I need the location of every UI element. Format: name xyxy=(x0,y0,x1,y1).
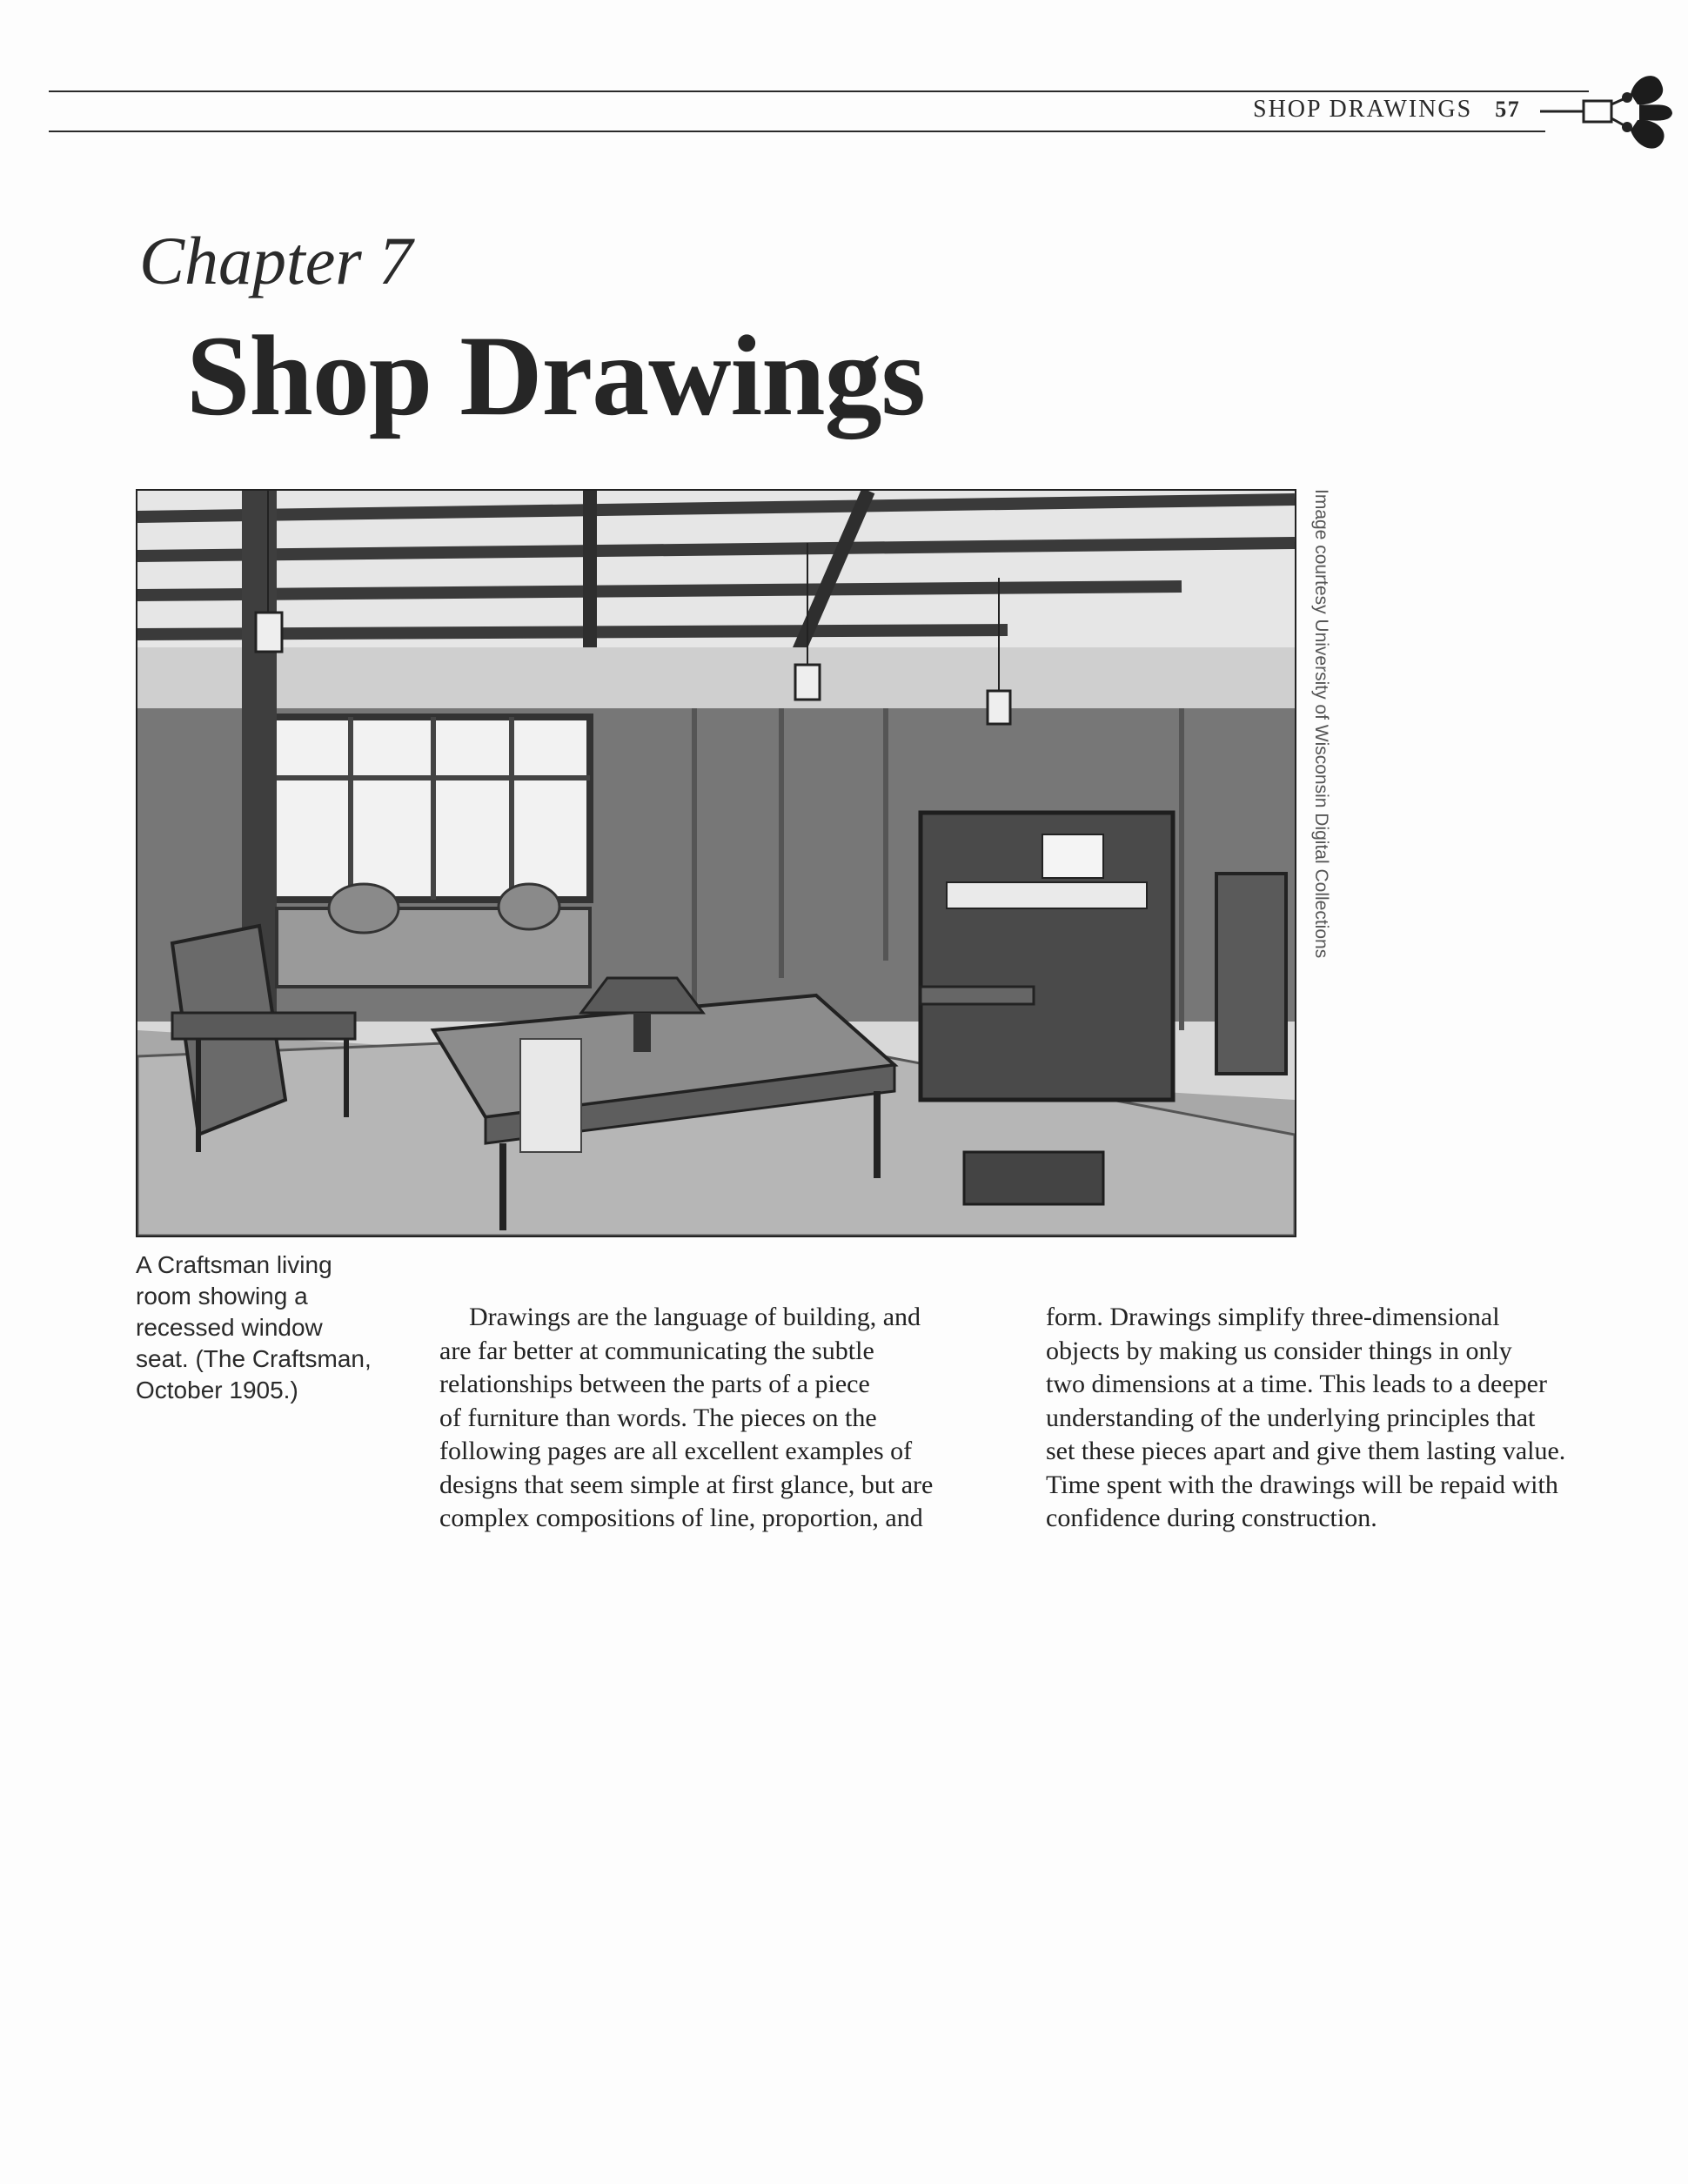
caption-line: October 1905.) xyxy=(136,1377,298,1404)
body-line: two dimensions at a time. This leads to a deeper xyxy=(1046,1370,1547,1398)
page-number: 57 xyxy=(1495,97,1521,122)
body-line: Time spent with the drawings will be repaid with xyxy=(1046,1470,1558,1499)
body-line: are far better at communicating the subtle xyxy=(439,1336,874,1365)
body-line: confidence during construction. xyxy=(1046,1504,1377,1532)
caption-line: seat. (The Craftsman, xyxy=(136,1345,372,1372)
body-line: form. Drawings simplify three-dimensional xyxy=(1046,1303,1500,1331)
body-line: complex compositions of line, proportion, and xyxy=(439,1504,923,1532)
body-column-right xyxy=(1046,1301,1620,1536)
header-rule-top xyxy=(49,90,1589,92)
body-line: understanding of the underlying principles that xyxy=(1046,1403,1536,1432)
body-column-left xyxy=(439,1301,1014,1536)
running-title: SHOP DRAWINGS xyxy=(1253,96,1473,123)
body-line: Drawings are the language of building, and xyxy=(469,1303,921,1331)
caption-line: recessed window xyxy=(136,1314,323,1341)
image-credit: Image courtesy University of Wisconsin Digital Collections xyxy=(1311,489,1331,959)
figure-caption xyxy=(136,1249,397,1406)
craftsman-living-room-illustration xyxy=(136,489,1296,1237)
art-nouveau-flower-ornament-icon xyxy=(1540,70,1679,161)
body-line: of furniture than words. The pieces on the xyxy=(439,1403,877,1432)
header-rule-bottom xyxy=(49,131,1545,132)
running-head xyxy=(1253,96,1523,124)
body-line: following pages are all excellent examples of xyxy=(439,1437,913,1465)
chapter-label: Chapter 7 xyxy=(139,223,413,298)
caption-line: A Craftsman living xyxy=(136,1251,332,1278)
body-line: objects by making us consider things in only xyxy=(1046,1336,1512,1365)
caption-line: room showing a xyxy=(136,1283,308,1310)
body-line: relationships between the parts of a piece xyxy=(439,1370,870,1398)
chapter-title: Shop Drawings xyxy=(186,312,925,439)
body-line: designs that seem simple at first glance, but are xyxy=(439,1470,934,1499)
body-line: set these pieces apart and give them lasting value. xyxy=(1046,1437,1566,1465)
